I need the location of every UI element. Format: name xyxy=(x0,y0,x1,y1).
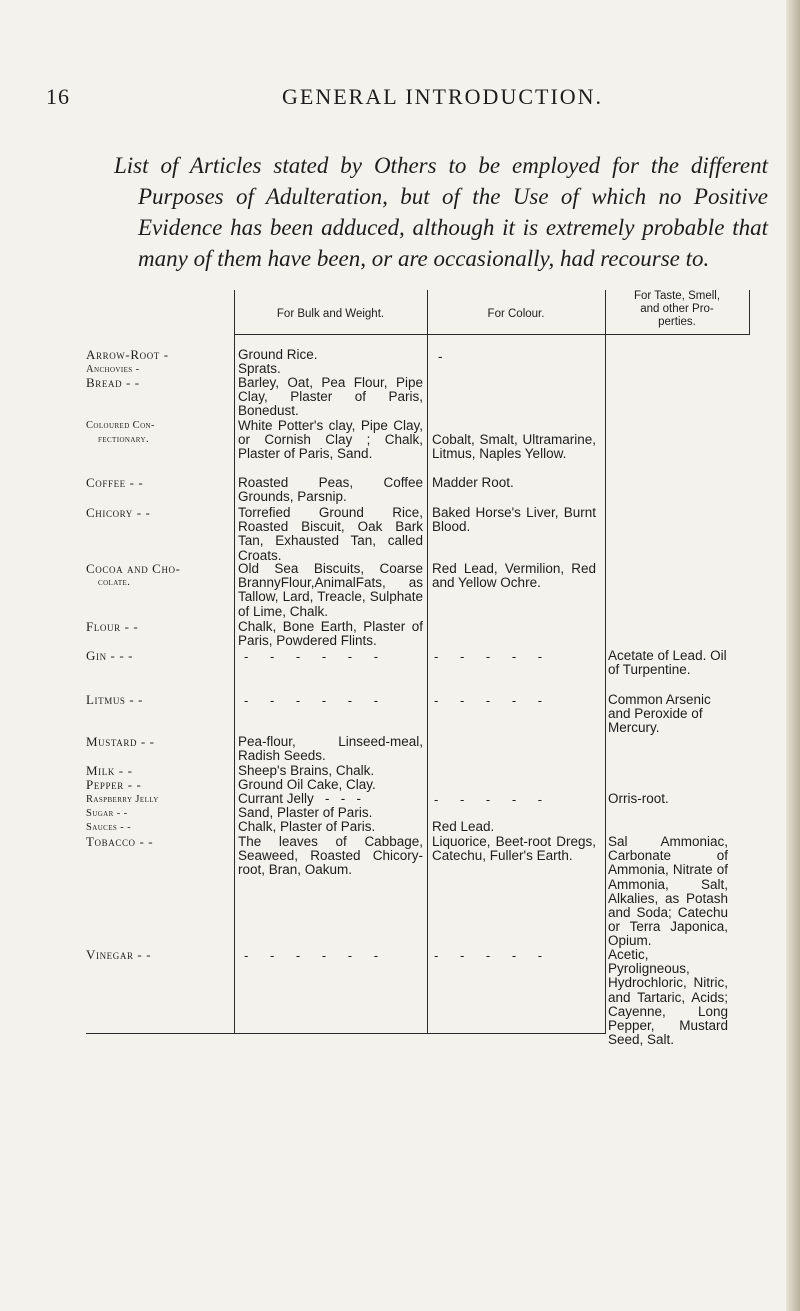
table-bottom-rule xyxy=(86,1033,606,1034)
cell-bulk-arrowroot: Ground Rice. xyxy=(238,347,318,362)
cell-colour-coffee: Madder Root. xyxy=(432,475,514,490)
column-heading-taste xyxy=(605,290,749,329)
header-rule xyxy=(234,334,750,335)
cell-bulk-chicory: Torrefied Ground Rice, Roasted Biscuit, Oak Bark Tan, Exhausted Tan, called Croats. xyxy=(238,505,423,563)
cell-colour-tobacco: Liquorice, Beet-root Dregs, Catechu, Fuller's Earth. xyxy=(432,834,596,864)
column-heading-taste-line: For Taste, Smell, xyxy=(633,290,721,302)
cell-taste-vinegar: Acetic, Pyroligneous, Hydrochloric, Nitric, and Tartaric, Acids; Cayenne, Long Pepper, Mustard Seed, Salt. xyxy=(608,947,728,1048)
cell-colour-vinegar: - - - - - xyxy=(434,948,552,963)
cell-bulk-pepper: Ground Oil Cake, Clay. xyxy=(238,777,376,792)
cell-bulk-litmus: - - - - - - xyxy=(244,693,388,708)
row-label-sauces: Sauces - - xyxy=(86,822,132,833)
row-label-confectionary: fectionary. xyxy=(98,434,149,445)
cell-bulk-tobacco: The leaves of Cabbage, Seaweed, Roasted Chicory-root, Bran, Oakum. xyxy=(238,834,423,878)
cell-bulk-flour: Chalk, Bone Earth, Plaster of Paris, Powdered Flints. xyxy=(238,619,423,649)
row-label-arrowroot: Arrow-Root - xyxy=(86,347,169,362)
title-line-2: Purposes of Adulteration, but of the Use of which no Positive xyxy=(138,184,768,209)
column-rule xyxy=(234,290,235,1034)
row-label-gin: Gin - - - xyxy=(86,648,134,663)
row-label-milk: Milk - - xyxy=(86,763,133,778)
column-heading-colour: For Colour. xyxy=(487,308,545,320)
table-right-border xyxy=(749,290,750,334)
page-header xyxy=(0,84,800,114)
cell-bulk-milk: Sheep's Brains, Chalk. xyxy=(238,763,375,778)
row-label-litmus: Litmus - - xyxy=(86,692,144,707)
page-edge xyxy=(786,0,800,1311)
column-rule xyxy=(605,290,606,1034)
cell-bulk-mustard: Pea-flour, Linseed-meal, Radish Seeds. xyxy=(238,734,423,764)
cell-bulk-confectionary: White Potter's clay, Pipe Clay, or Cornish Clay ; Chalk, Plaster of Paris, Sand. xyxy=(238,418,423,462)
cell-colour-confectionary: Cobalt, Smalt, Ultramarine, Litmus, Naples Yellow. xyxy=(432,432,596,462)
cell-bulk-anchovies: Sprats. xyxy=(238,361,281,376)
cell-taste-raspberry-jelly: Orris-root. xyxy=(608,791,669,806)
column-heading-bulk: For Bulk and Weight. xyxy=(276,308,385,320)
column-heading-taste-line: and other Pro- xyxy=(640,303,714,315)
cell-bulk-bread: Barley, Oat, Pea Flour, Pipe Clay, Plaster of Paris, Bonedust. xyxy=(238,375,423,419)
row-label-bread: Bread - - xyxy=(86,375,140,390)
row-label-flour: Flour - - xyxy=(86,619,139,634)
column-rule xyxy=(427,290,428,1034)
row-label-cocoa: colate. xyxy=(98,577,131,588)
cell-bulk-cocoa: Old Sea Biscuits, Coarse BrannyFlour,AnimalFats, as Tallow, Lard, Treacle, Sulphate of Lime, Chalk. xyxy=(238,561,423,619)
cell-bulk-gin: - - - - - - xyxy=(244,649,388,664)
row-label-cocoa: Cocoa and Cho- xyxy=(86,561,181,576)
row-label-mustard: Mustard - - xyxy=(86,734,155,749)
row-label-sugar: Sugar - - xyxy=(86,808,128,819)
row-label-chicory: Chicory - - xyxy=(86,505,151,520)
cell-colour-raspberry-jelly: - - - - - xyxy=(434,792,552,807)
cell-taste-gin: Acetate of Lead. Oil of Turpentine. xyxy=(608,648,727,678)
page-number: 16 xyxy=(46,84,70,109)
title-line-3: Evidence has been adduced, although it is extremely probable that xyxy=(138,215,768,240)
row-label-pepper: Pepper - - xyxy=(86,777,142,792)
running-title: GENERAL INTRODUCTION. xyxy=(282,84,604,109)
cell-bulk-raspberry-jelly: Currant Jelly - - - xyxy=(238,791,362,806)
cell-taste-tobacco: Sal Ammoniac, Carbonate of Ammonia, Nitrate of Ammonia, Salt, Alkalies, as Potash and Soda; Catechu or Terra Japonica, Opium. xyxy=(608,834,728,949)
list-title xyxy=(114,150,768,274)
adulteration-table xyxy=(86,290,748,1048)
row-label-anchovies: Anchovies - xyxy=(86,364,140,375)
cell-taste-litmus: Common Arsenic and Peroxide of Mercury. xyxy=(608,692,711,736)
row-label-confectionary: Coloured Con- xyxy=(86,420,155,431)
row-label-tobacco: Tobacco - - xyxy=(86,834,154,849)
column-heading-taste-line: perties. xyxy=(658,316,696,328)
cell-colour-cocoa: Red Lead, Vermilion, Red and Yellow Ochre. xyxy=(432,561,596,591)
cell-colour-sauces: Red Lead. xyxy=(432,819,495,834)
row-label-raspberry-jelly: Raspberry Jelly xyxy=(86,794,159,805)
cell-colour-anchovies: - xyxy=(438,349,443,364)
cell-colour-chicory: Baked Horse's Liver, Burnt Blood. xyxy=(432,505,596,535)
title-line-4: many of them have been, or are occasionally, had recourse to. xyxy=(138,246,710,271)
row-label-coffee: Coffee - - xyxy=(86,475,144,490)
cell-bulk-vinegar: - - - - - - xyxy=(244,948,388,963)
cell-colour-gin: - - - - - xyxy=(434,649,552,664)
cell-colour-litmus: - - - - - xyxy=(434,693,552,708)
title-line-1: List of Articles stated by Others to be employed for the different xyxy=(114,153,768,178)
row-label-vinegar: Vinegar - - xyxy=(86,947,152,962)
cell-bulk-sauces: Chalk, Plaster of Paris. xyxy=(238,819,376,834)
cell-bulk-coffee: Roasted Peas, Coffee Grounds, Parsnip. xyxy=(238,475,423,505)
cell-bulk-sugar: Sand, Plaster of Paris. xyxy=(238,805,373,820)
